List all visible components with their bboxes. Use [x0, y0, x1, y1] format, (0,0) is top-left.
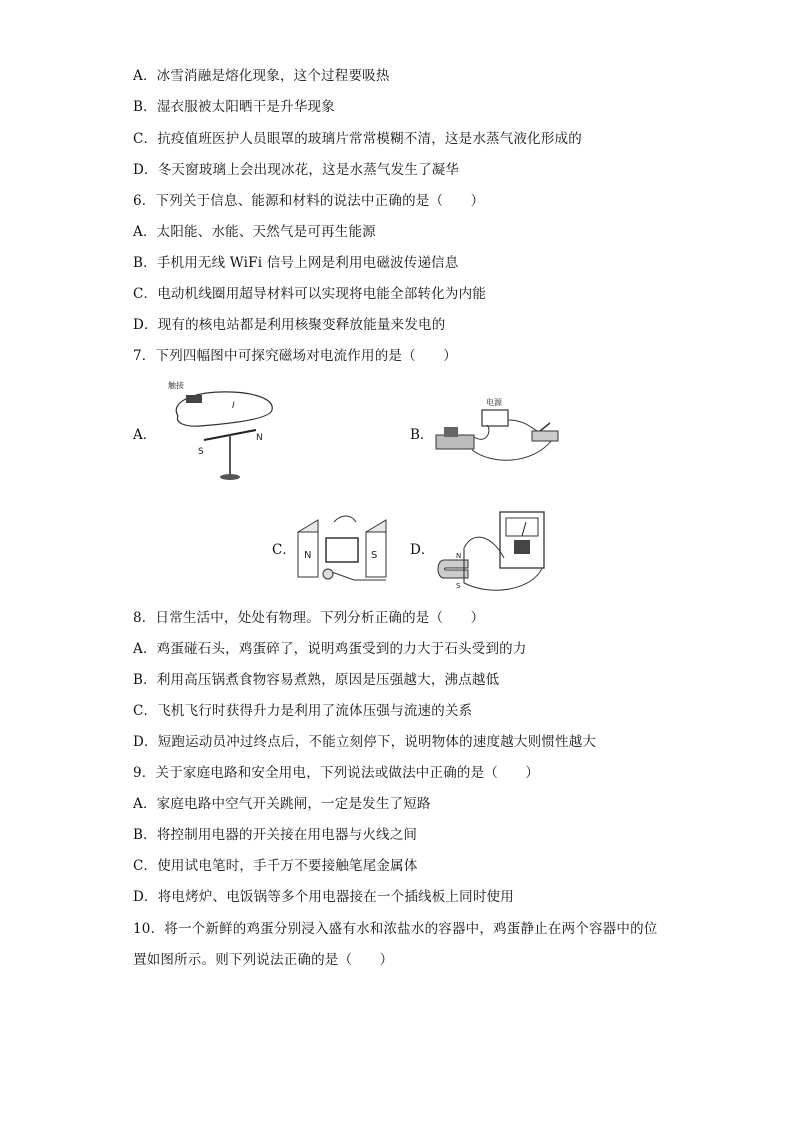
q9-option-b: B．将控制用电器的开关接在用电器与火线之间 [133, 827, 418, 843]
q7-label-a: A． [133, 427, 157, 443]
q9-option-d: D．将电烤炉、电饭锅等多个用电器接在一个插线板上同时使用 [133, 889, 514, 905]
q5-option-c: C．抗疫值班医护人员眼罩的玻璃片常常模糊不清，这是水蒸气液化形成的 [133, 131, 582, 147]
q7-stem: 7．下列四幅图中可探究磁场对电流作用的是（ ） [133, 348, 457, 364]
q8-stem: 8．日常生活中，处处有物理。下列分析正确的是（ ） [133, 610, 485, 626]
q7-c-s-text: S [371, 550, 378, 561]
q7-figure-c [296, 512, 396, 587]
q5-option-b: B．湿衣服被太阳晒干是升华现象 [133, 99, 335, 115]
q9-stem: 9．关于家庭电路和安全用电，下列说法或做法中正确的是（ ） [133, 765, 540, 781]
q7-a-n-text: N [256, 433, 263, 443]
q5-option-a: A．冰雪消融是熔化现象，这个过程要吸热 [133, 68, 390, 84]
q8-option-a: A．鸡蛋碰石头，鸡蛋碎了，说明鸡蛋受到的力大于石头受到的力 [133, 641, 527, 657]
q7-a-current-text: I [232, 401, 235, 411]
q9-option-a: A．家庭电路中空气开关跳闸，一定是发生了短路 [133, 796, 431, 812]
q8-option-b: B．利用高压锅煮食物容易煮熟，原因是压强越大，沸点越低 [133, 672, 500, 688]
q6-option-b: B．手机用无线 WiFi 信号上网是利用电磁波传递信息 [133, 255, 459, 271]
q7-a-touch-text: 触接 [168, 381, 184, 390]
q6-option-d: D．现有的核电站都是利用核聚变释放能量来发电的 [133, 317, 446, 333]
q7-figure-a [160, 378, 280, 483]
q6-option-a: A．太阳能、水能、天然气是可再生能源 [133, 224, 376, 240]
q10-stem-line2: 置如图所示。则下列说法正确的是（ ） [133, 952, 394, 968]
q7-label-d: D． [410, 542, 435, 558]
q8-option-d: D．短跑运动员冲过终点后，不能立刻停下，说明物体的速度越大则惯性越大 [133, 734, 597, 750]
q10-stem-line1: 10．将一个新鲜的鸡蛋分别浸入盛有水和浓盐水的容器中，鸡蛋静止在两个容器中的位 [133, 921, 658, 937]
q7-b-power-text: 电源 [486, 398, 502, 407]
q8-option-c: C．飞机飞行时获得升力是利用了流体压强与流速的关系 [133, 703, 473, 719]
q7-d-s-text: S [456, 582, 461, 590]
q6-stem: 6．下列关于信息、能源和材料的说法中正确的是（ ） [133, 193, 485, 209]
q7-figure-d [434, 508, 564, 593]
q7-d-n-text: N [456, 552, 462, 560]
q6-option-c: C．电动机线圈用超导材料可以实现将电能全部转化为内能 [133, 286, 487, 302]
q7-label-b: B． [410, 427, 434, 443]
q7-a-s-text: S [198, 447, 204, 457]
q5-option-d: D．冬天窗玻璃上会出现冰花，这是水蒸气发生了凝华 [133, 162, 460, 178]
q7-figure-b [432, 395, 567, 465]
q7-c-n-text: N [304, 550, 312, 561]
q7-label-c: C． [272, 542, 296, 558]
q9-option-c: C．使用试电笔时，手千万不要接触笔尾金属体 [133, 858, 418, 874]
